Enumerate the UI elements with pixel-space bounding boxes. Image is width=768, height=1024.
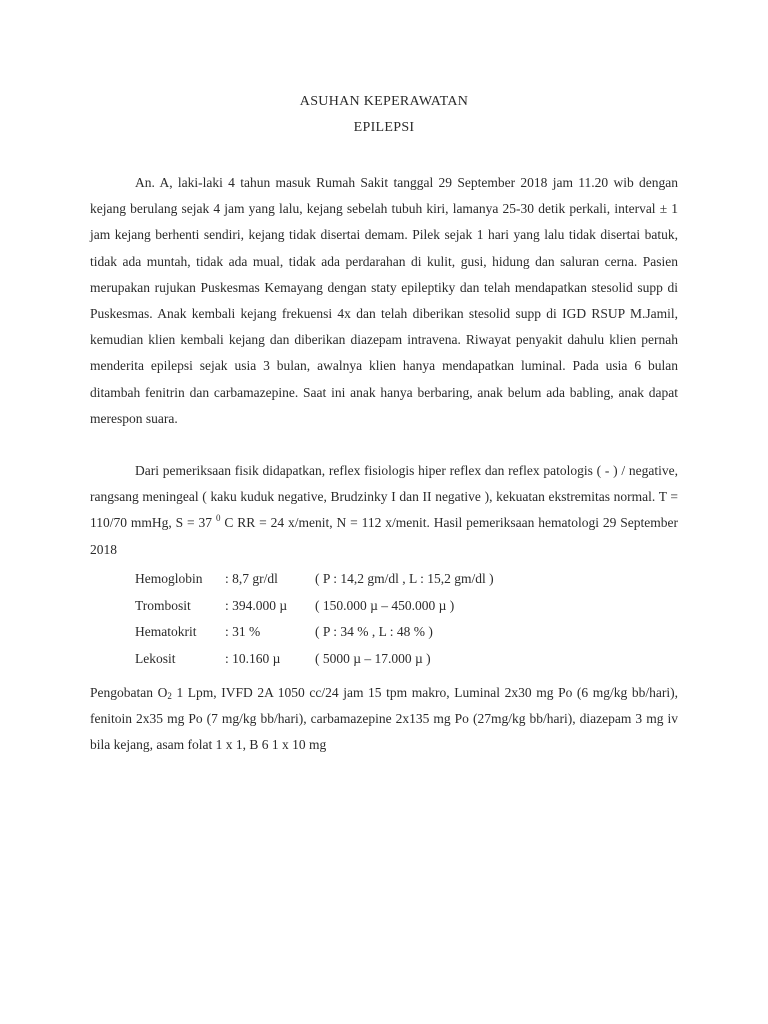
degree-superscript: 0 — [215, 513, 221, 524]
paragraph-history: An. A, laki-laki 4 tahun masuk Rumah Sakit tanggal 29 September 2018 jam 11.20 wib dengan kejang berulang sejak 4 jam yang lalu, kejang sebelah tubuh kiri, lamanya 25-30 detik perkali, interval ± 1 jam kejang berhenti sendiri, kejang tidak disertai demam. Pilek sejak 1 hari yang lalu tidak disertai batuk, tidak ada muntah, tidak ada mual, tidak ada perdarahan di kulit, gusi, hidung dan saluran cerna. Pasien merupakan rujukan Puskesmas Kemayang dengan staty epileptiky dan telah mendapatkan stesolid supp di Puskesmas. Anak kembali kejang frekuensi 4x dan telah diberikan stesolid supp di IGD RSUP M.Jamil, kemudian klien kembali kejang dan diberikan diazepam intravena. Riwayat penyakit dahulu klien pernah menderita epilepsi sejak usia 3 bulan, awalnya klien hanya mendapatkan luminal. Pada usia 6 bulan ditambah fenitrin dan carbamazepine. Saat ini anak hanya berbaring, anak belum ada babling, anak dapat merespon suara. — [90, 175, 678, 426]
document-subtitle: EPILEPSI — [353, 120, 415, 135]
table-row — [135, 624, 494, 651]
lab-name: Trombosit — [135, 597, 191, 613]
lab-name: Lekosit — [135, 650, 176, 666]
lab-name: Hematokrit — [135, 624, 197, 639]
lab-range: ( P : 34 % , L : 48 % ) — [315, 624, 433, 639]
lab-value: : 8,7 gr/dl — [225, 571, 278, 586]
paragraph-examination-text-b: C RR = 24 x/menit, N = 112 x/menit. Hasil pemeriksaan hematologi 29 September 2018 — [90, 515, 678, 557]
table-row — [135, 651, 494, 678]
paragraph-examination — [90, 458, 678, 563]
document-title: ASUHAN KEPERAWATAN — [299, 94, 469, 109]
paragraph-treatment — [90, 680, 678, 759]
table-row — [135, 571, 494, 598]
lab-value: : 31 % — [225, 624, 261, 639]
oxygen-subscript: 2 — [167, 691, 172, 701]
paragraph-treatment-text-b: 1 Lpm, IVFD 2A 1050 cc/24 jam 15 tpm makro, Luminal 2x30 mg Po (6 mg/kg bb/hari), fenitoin 2x35 mg Po (7 mg/kg bb/hari), carbamazepine 2x135 mg Po (27mg/kg bb/hari), diazepam 3 mg iv bila kejang, asam folat 1 x 1, B 6 1 x 10 mg — [90, 685, 679, 753]
lab-range: ( P : 14,2 gm/dl , L : 15,2 gm/dl ) — [315, 571, 494, 586]
lab-results-table — [135, 571, 494, 677]
lab-range: ( 150.000 µ – 450.000 µ ) — [315, 597, 455, 613]
lab-name: Hemoglobin — [135, 571, 203, 586]
lab-range: ( 5000 µ – 17.000 µ ) — [315, 650, 431, 666]
lab-value: : 10.160 µ — [225, 650, 281, 666]
paragraph-treatment-text-a: Pengobatan O — [90, 685, 168, 700]
lab-value: : 394.000 µ — [225, 597, 288, 613]
paragraph-examination-text-a: Dari pemeriksaan fisik didapatkan, reflex fisiologis hiper reflex dan reflex patologis ( - ) / negative, rangsang meningeal ( kaku kuduk negative, Brudzinky I dan II negative ), kekuatan ekstremitas normal. T = 110/70 mmHg, S = 37 — [90, 463, 678, 531]
table-row — [135, 598, 494, 625]
